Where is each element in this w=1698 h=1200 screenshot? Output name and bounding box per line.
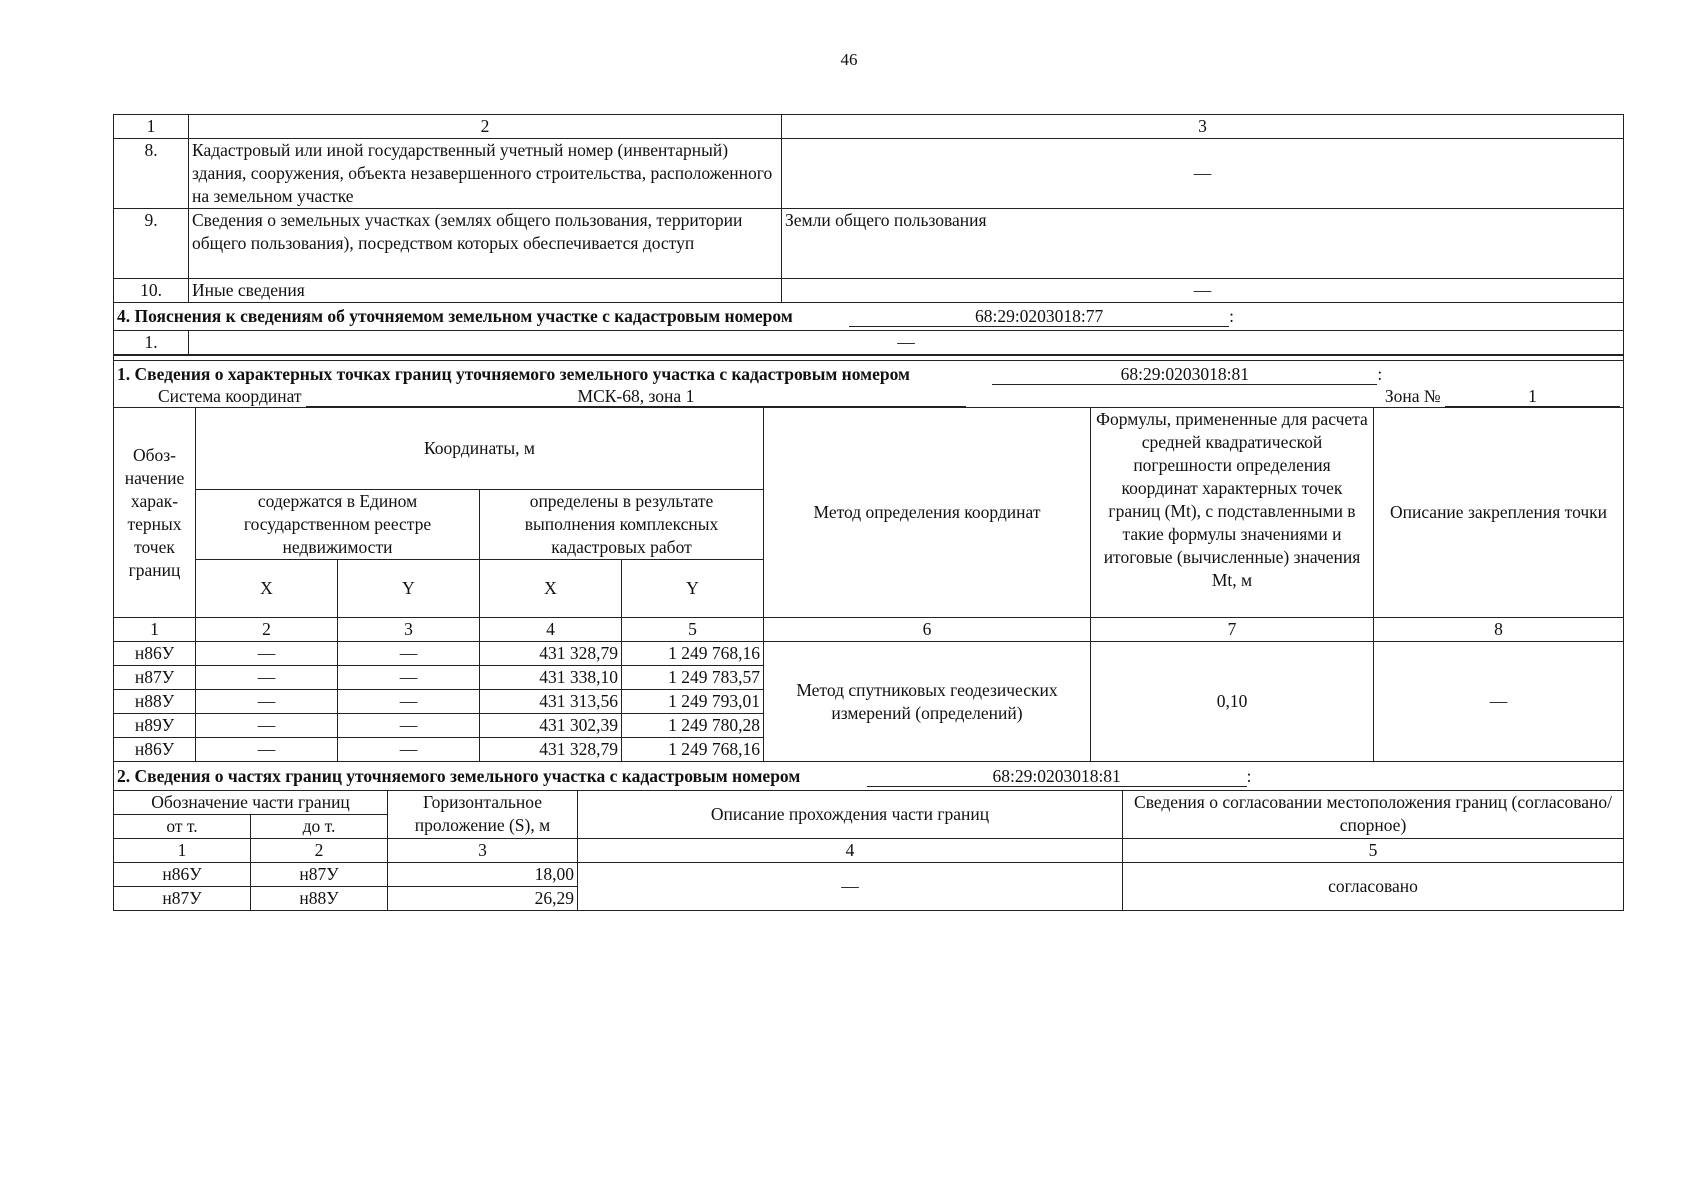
point-row [114, 642, 1624, 666]
header-from: от т. [114, 815, 251, 839]
header-coordinates: Координаты, м [196, 408, 764, 490]
row-number: 10. [114, 279, 189, 303]
row-value: — [782, 279, 1624, 303]
header-horizontal: Горизонтальное проложение (S), м [388, 791, 578, 839]
col-num-6: 6 [764, 618, 1091, 642]
point-x: 431 338,10 [480, 666, 622, 690]
col-num-7: 7 [1091, 618, 1374, 642]
document-body [113, 114, 1624, 911]
point-name: н86У [114, 642, 196, 666]
point-y: 1 249 768,16 [622, 642, 764, 666]
row-label: Иные сведения [189, 279, 782, 303]
row-label: Кадастровый или иной государственный учетный номер (инвентарный) здания, сооружения, объекта незавершенного строительства, расположенного на земельном участке [189, 139, 782, 209]
col-num-4: 4 [578, 839, 1123, 863]
coord-system-row [114, 385, 1624, 408]
point-x-egrn: — [196, 738, 338, 762]
table-header-row [114, 115, 1624, 139]
point-x: 431 313,56 [480, 690, 622, 714]
header-row-1 [114, 408, 1624, 490]
header-fixing: Описание закрепления точки [1374, 408, 1624, 618]
coord-system-label: Система координат [158, 386, 302, 406]
col-num-3: 3 [388, 839, 578, 863]
point-name: н87У [114, 666, 196, 690]
point-name: н86У [114, 738, 196, 762]
point-y: 1 249 783,57 [622, 666, 764, 690]
column-numbers-row [114, 618, 1624, 642]
table-row [114, 279, 1624, 303]
header-complex-works: определены в результате выполнения комплексных кадастровых работ [480, 490, 764, 560]
part-row [114, 863, 1624, 887]
table-row [114, 139, 1624, 209]
col-num-1: 1 [114, 618, 196, 642]
mt-value: 0,10 [1091, 642, 1374, 762]
method-value: Метод спутниковых геодезических измерений (определений) [764, 642, 1091, 762]
col-num-2: 2 [189, 115, 782, 139]
header-y-complex: Y [622, 560, 764, 618]
header-x-egrn: X [196, 560, 338, 618]
section-2-title: 2. Сведения о частях границ уточняемого земельного участка с кадастровым номером [117, 765, 801, 786]
part-to: н87У [251, 863, 388, 887]
point-y-egrn: — [338, 642, 480, 666]
table-row [114, 209, 1624, 279]
point-x: 431 328,79 [480, 738, 622, 762]
header-part-designation: Обозначение части границ [114, 791, 388, 815]
point-y: 1 249 780,28 [622, 714, 764, 738]
row-value: — [782, 139, 1624, 209]
col-num-4: 4 [480, 618, 622, 642]
section-1-title: 1. Сведения о характерных точках границ уточняемого земельного участка с кадастровым номером [117, 364, 910, 384]
point-name: н88У [114, 690, 196, 714]
point-y: 1 249 768,16 [622, 738, 764, 762]
zone-label: Зона № [1384, 386, 1441, 406]
col-num-2: 2 [251, 839, 388, 863]
point-y-egrn: — [338, 666, 480, 690]
section-1-title-row [114, 361, 1624, 385]
part-agreement: согласовано [1123, 863, 1624, 911]
header-x-complex: X [480, 560, 622, 618]
row-value: Земли общего пользования [782, 209, 1624, 279]
section-2-colon: : [1246, 765, 1252, 786]
header-description: Описание прохождения части границ [578, 791, 1123, 839]
section-4-colon: : [1229, 306, 1234, 326]
point-y-egrn: — [338, 738, 480, 762]
section-2-title-row [114, 762, 1624, 791]
point-y-egrn: — [338, 714, 480, 738]
part-description: — [578, 863, 1123, 911]
point-x-egrn: — [196, 642, 338, 666]
point-x-egrn: — [196, 714, 338, 738]
section-2-cadastral-number: 68:29:0203018:81 [867, 766, 1247, 787]
col-num-5: 5 [1123, 839, 1624, 863]
header-formula: Формулы, примененные для расчета средней квадратической погрешности определения координат характерных точек границ (Mt), с подставленными в такие формулы значениями и итоговые (вычисленные) значения Mt, м [1091, 408, 1374, 618]
row-label: Сведения о земельных участках (землях общего пользования, территории общего пользования), посредством которых обеспечивается доступ [189, 209, 782, 279]
col-num-2: 2 [196, 618, 338, 642]
header-to: до т. [251, 815, 388, 839]
col-num-3: 3 [782, 115, 1624, 139]
col-num-1: 1 [114, 115, 189, 139]
point-x-egrn: — [196, 666, 338, 690]
point-x-egrn: — [196, 690, 338, 714]
section-4-cadastral-number: 68:29:0203018:77 [849, 306, 1229, 327]
part-from: н87У [114, 887, 251, 911]
row-number: 1. [114, 331, 189, 355]
part-length: 18,00 [388, 863, 578, 887]
col-num-3: 3 [338, 618, 480, 642]
row-number: 8. [114, 139, 189, 209]
header-row-1 [114, 791, 1624, 815]
part-length: 26,29 [388, 887, 578, 911]
header-method: Метод определения координат [764, 408, 1091, 618]
part-from: н86У [114, 863, 251, 887]
zone-value: 1 [1445, 386, 1620, 407]
section-1-table [113, 361, 1624, 762]
point-y-egrn: — [338, 690, 480, 714]
coord-system-value: МСК-68, зона 1 [306, 386, 966, 407]
section-2-table [113, 762, 1624, 911]
header-y-egrn: Y [338, 560, 480, 618]
point-y: 1 249 793,01 [622, 690, 764, 714]
section-1-cadastral-number: 68:29:0203018:81 [992, 364, 1377, 385]
section-4-table [113, 303, 1624, 355]
point-x: 431 302,39 [480, 714, 622, 738]
row-number: 9. [114, 209, 189, 279]
page-number: 46 [840, 50, 858, 69]
column-numbers-row [114, 839, 1624, 863]
section-4-title: 4. Пояснения к сведениям об уточняемом земельном участке с кадастровым номером [117, 306, 793, 326]
point-x: 431 328,79 [480, 642, 622, 666]
col-num-8: 8 [1374, 618, 1624, 642]
part-to: н88У [251, 887, 388, 911]
fixing-value: — [1374, 642, 1624, 762]
table-row [114, 331, 1624, 355]
point-name: н89У [114, 714, 196, 738]
col-num-5: 5 [622, 618, 764, 642]
parcel-info-table [113, 114, 1624, 303]
header-egrn: содержатся в Едином государственном реестре недвижимости [196, 490, 480, 560]
header-designation: Обоз-начение харак-терных точек границ [114, 408, 196, 618]
section-4-title-row [114, 303, 1624, 331]
header-agreement: Сведения о согласовании местоположения границ (согласовано/спорное) [1123, 791, 1624, 839]
col-num-1: 1 [114, 839, 251, 863]
section-1-colon: : [1377, 364, 1383, 384]
row-value: — [189, 331, 1624, 355]
